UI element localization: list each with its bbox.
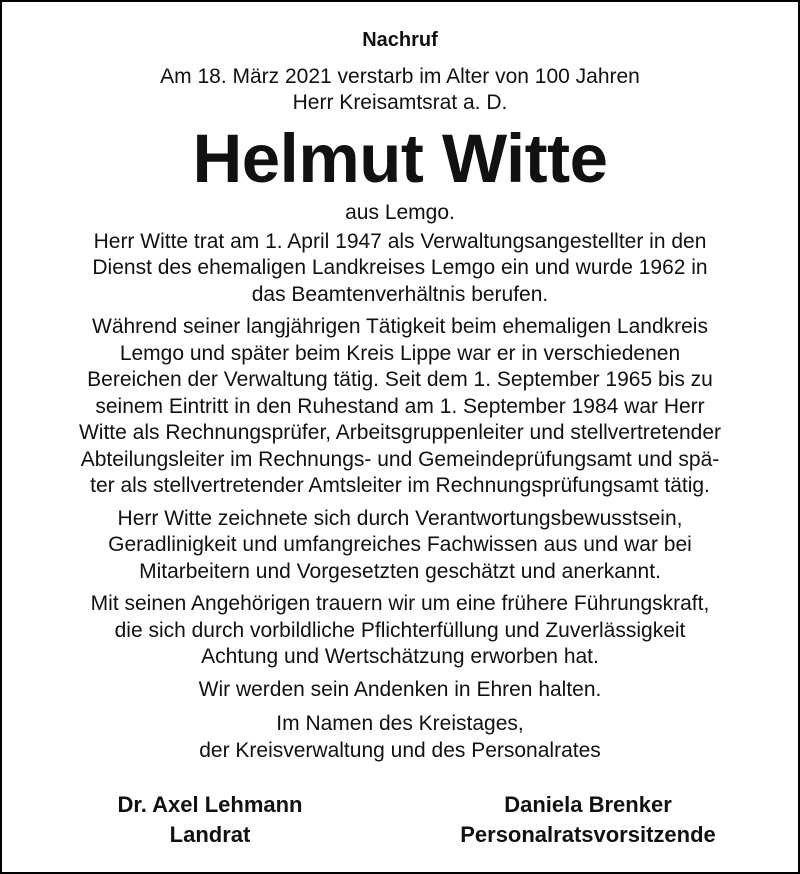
paragraph-line: Bereichen der Verwaltung tätig. Seit dem 1. September 1965 bis zu: [87, 368, 713, 391]
paragraph-line: ter als stellvertretender Amtsleiter im Rechnungsprüfungsamt tätig.: [90, 474, 710, 497]
signature-block: [2, 790, 798, 860]
paragraph-line: Witte als Rechnungsprüfer, Arbeitsgruppenleiter und stellvertretender: [78, 421, 722, 444]
closing-sentence: Wir werden sein Andenken in Ehren halten.: [198, 677, 602, 701]
signatory-name: Daniela Brenker: [504, 792, 672, 817]
paragraph-line: Abteilungsleiter im Rechnungs- und Gemeindeprüfungsamt und spä-: [80, 447, 720, 471]
paragraph-line: Herr Witte zeichnete sich durch Verantwortungsbewusstsein,: [117, 506, 683, 530]
paragraph-line: die sich durch vorbildliche Pflichterfüllung und Zuverlässigkeit: [114, 618, 686, 642]
paragraph-line: Während seiner langjährigen Tätigkeit beim ehemaligen Landkreis: [92, 315, 708, 338]
paragraph-line: Mit seinen Angehörigen trauern wir um eine frühere Führungskraft,: [90, 592, 710, 615]
signatory-title: Landrat: [169, 822, 251, 847]
on-behalf-of: [2, 711, 798, 764]
signatory-staff-council-chair: [416, 790, 760, 850]
paragraph-line: Geradlinigkeit und umfangreiches Fachwissen aus und war bei: [108, 533, 692, 556]
on-behalf-line: Im Namen des Kreistages,: [276, 712, 524, 735]
paragraph-line: Mitarbeitern und Vorgesetzten geschätzt und anerkannt.: [139, 559, 661, 583]
paragraph-line: Lemgo und später beim Kreis Lippe war er in verschiedenen: [119, 341, 681, 365]
paragraph-line: Herr Witte trat am 1. April 1947 als Verwaltungsangestellter in den: [93, 229, 707, 253]
paragraph-line: seinem Eintritt in den Ruhestand am 1. September 1984 war Herr: [95, 394, 705, 418]
deceased-name: Helmut Witte: [192, 120, 608, 197]
paragraph-mourning: [2, 591, 798, 671]
intro-line: Herr Kreisamtsrat a. D.: [292, 91, 508, 114]
signatory-name: Dr. Axel Lehmann: [117, 792, 303, 817]
origin-text: aus Lemgo.: [345, 201, 455, 224]
paragraph-career-start: [2, 229, 798, 309]
paragraph-character: [2, 506, 798, 586]
signatory-title: Personalratsvorsitzende: [460, 822, 716, 847]
on-behalf-line: der Kreisverwaltung und des Personalrates: [199, 738, 601, 762]
paragraph-career-details: [2, 314, 798, 500]
paragraph-line: Dienst des ehemaligen Landkreises Lemgo ein und wurde 1962 in: [92, 256, 708, 279]
signatory-district-administrator: [66, 790, 354, 850]
paragraph-line: das Beamtenverhältnis berufen.: [251, 282, 549, 306]
intro-text: [2, 64, 798, 116]
intro-line: Am 18. März 2021 verstarb im Alter von 100 Jahren: [160, 65, 640, 88]
paragraph-line: Achtung und Wertschätzung erworben hat.: [201, 645, 599, 668]
notice-heading: Nachruf: [362, 29, 438, 51]
